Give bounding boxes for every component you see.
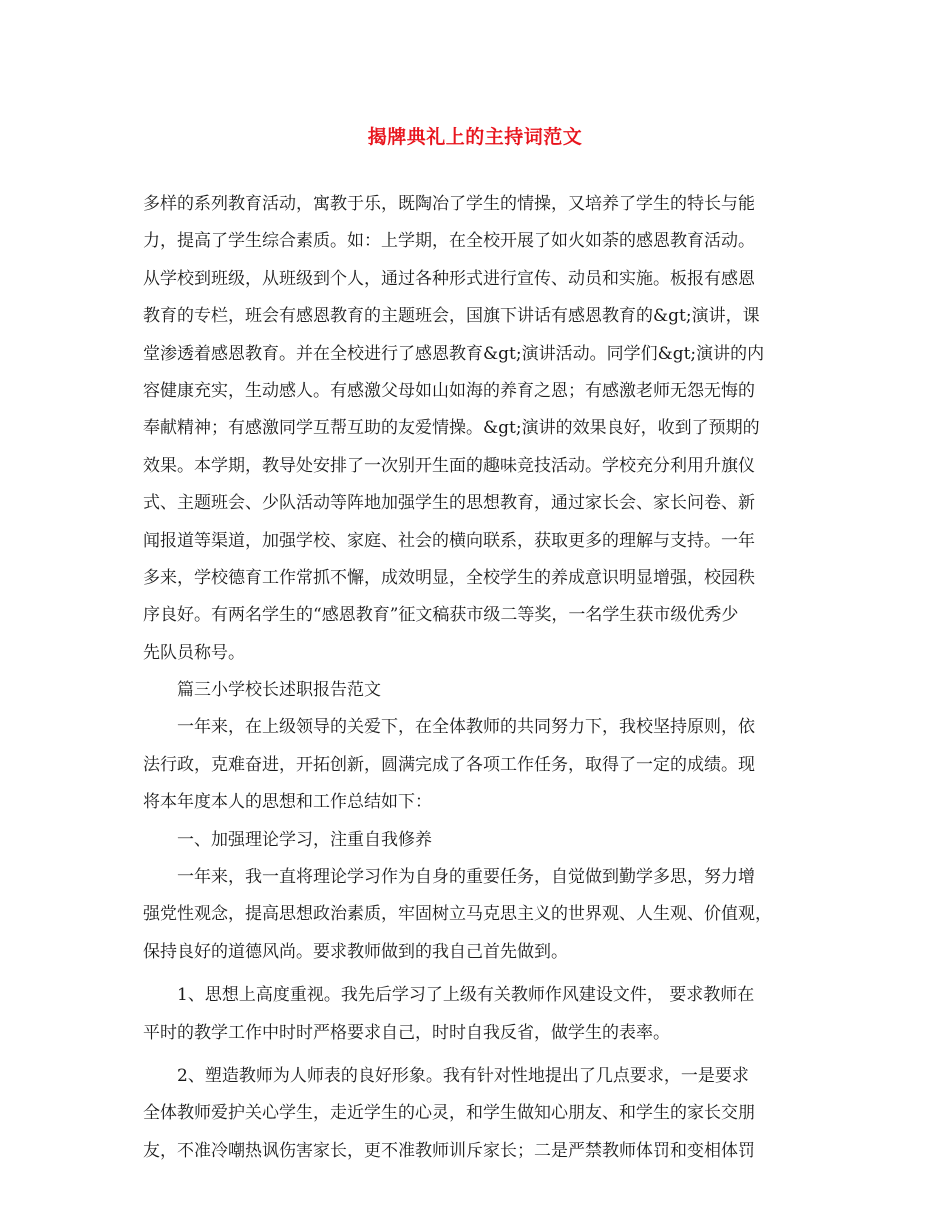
text-line: 序良好。有两名学生的“感恩教育”征文稿获市级二等奖，一名学生获市级优秀少 <box>143 605 739 626</box>
text-line: 力，提高了学生综合素质。如：上学期，在全校开展了如火如荼的感恩教育活动。 <box>143 231 755 252</box>
text-line: 一年来，我一直将理论学习作为自身的重要任务，自觉做到勤学多思，努力增 <box>177 867 755 888</box>
text-line: 效果。本学期，教导处安排了一次别开生面的趣味竞技活动。学校充分利用升旗仪 <box>143 455 755 476</box>
text-line: 2、塑造教师为人师表的良好形象。我有针对性地提出了几点要求，一是要求 <box>177 1065 749 1086</box>
text-line: 奉献精神；有感激同学互帮互助的友爱情操。&gt;演讲的效果良好，收到了预期的 <box>143 418 760 439</box>
text-line: 式、主题班会、少队活动等阵地加强学生的思想教育，通过家长会、家长问卷、新 <box>143 493 755 514</box>
text-line: 先队员称号。 <box>143 642 245 663</box>
text-line: 平时的教学工作中时时严格要求自己，时时自我反省，做学生的表率。 <box>143 1022 670 1043</box>
text-line: 将本年度本人的思想和工作总结如下： <box>143 792 432 813</box>
document-body <box>143 186 823 1170</box>
text-line: 多来，学校德育工作常抓不懈，成效明显，全校学生的养成意识明显增强，校园秩 <box>143 567 755 588</box>
text-line: 从学校到班级，从班级到个人，通过各种形式进行宣传、动员和实施。板报有感恩 <box>143 268 755 289</box>
text-line: 强党性观念，提高思想政治素质，牢固树立马克思主义的世界观、人生观、价值观， <box>143 904 772 925</box>
text-line: 保持良好的道德风尚。要求教师做到的我自己首先做到。 <box>143 941 568 962</box>
section-heading: 篇三小学校长述职报告范文 <box>177 680 381 701</box>
document-title: 揭牌典礼上的主持词范文 <box>367 126 583 148</box>
text-line: 1、思想上高度重视。我先后学习了上级有关教师作风建设文件， 要求教师在 <box>177 985 755 1006</box>
text-line: 多样的系列教育活动，寓教于乐，既陶冶了学生的情操，又培养了学生的特长与能 <box>143 194 755 214</box>
text-line: 堂渗透着感恩教育。并在全校进行了感恩教育&gt;演讲活动。同学们&gt;演讲的内 <box>143 343 765 364</box>
text-line: 一年来，在上级领导的关爱下，在全体教师的共同努力下，我校坚持原则，依 <box>177 717 755 738</box>
text-line: 友，不准冷嘲热讽伤害家长，更不准教师训斥家长；二是严禁教师体罚和变相体罚 <box>143 1140 755 1161</box>
text-line: 法行政，克难奋进，开拓创新，圆满完成了各项工作任务，取得了一定的成绩。现 <box>143 754 755 775</box>
text-line: 容健康充实，生动感人。有感激父母如山如海的养育之恩；有感激老师无怨无悔的 <box>143 380 755 401</box>
text-line: 教育的专栏，班会有感恩教育的主题班会，国旗下讲话有感恩教育的&gt;演讲，课 <box>143 306 760 327</box>
text-line: 全体教师爱护关心学生，走近学生的心灵，和学生做知心朋友、和学生的家长交朋 <box>143 1103 755 1124</box>
text-line: 闻报道等渠道，加强学校、家庭、社会的横向联系，获取更多的理解与支持。一年 <box>143 530 755 551</box>
section-heading: 一、加强理论学习，注重自我修养 <box>177 829 432 850</box>
